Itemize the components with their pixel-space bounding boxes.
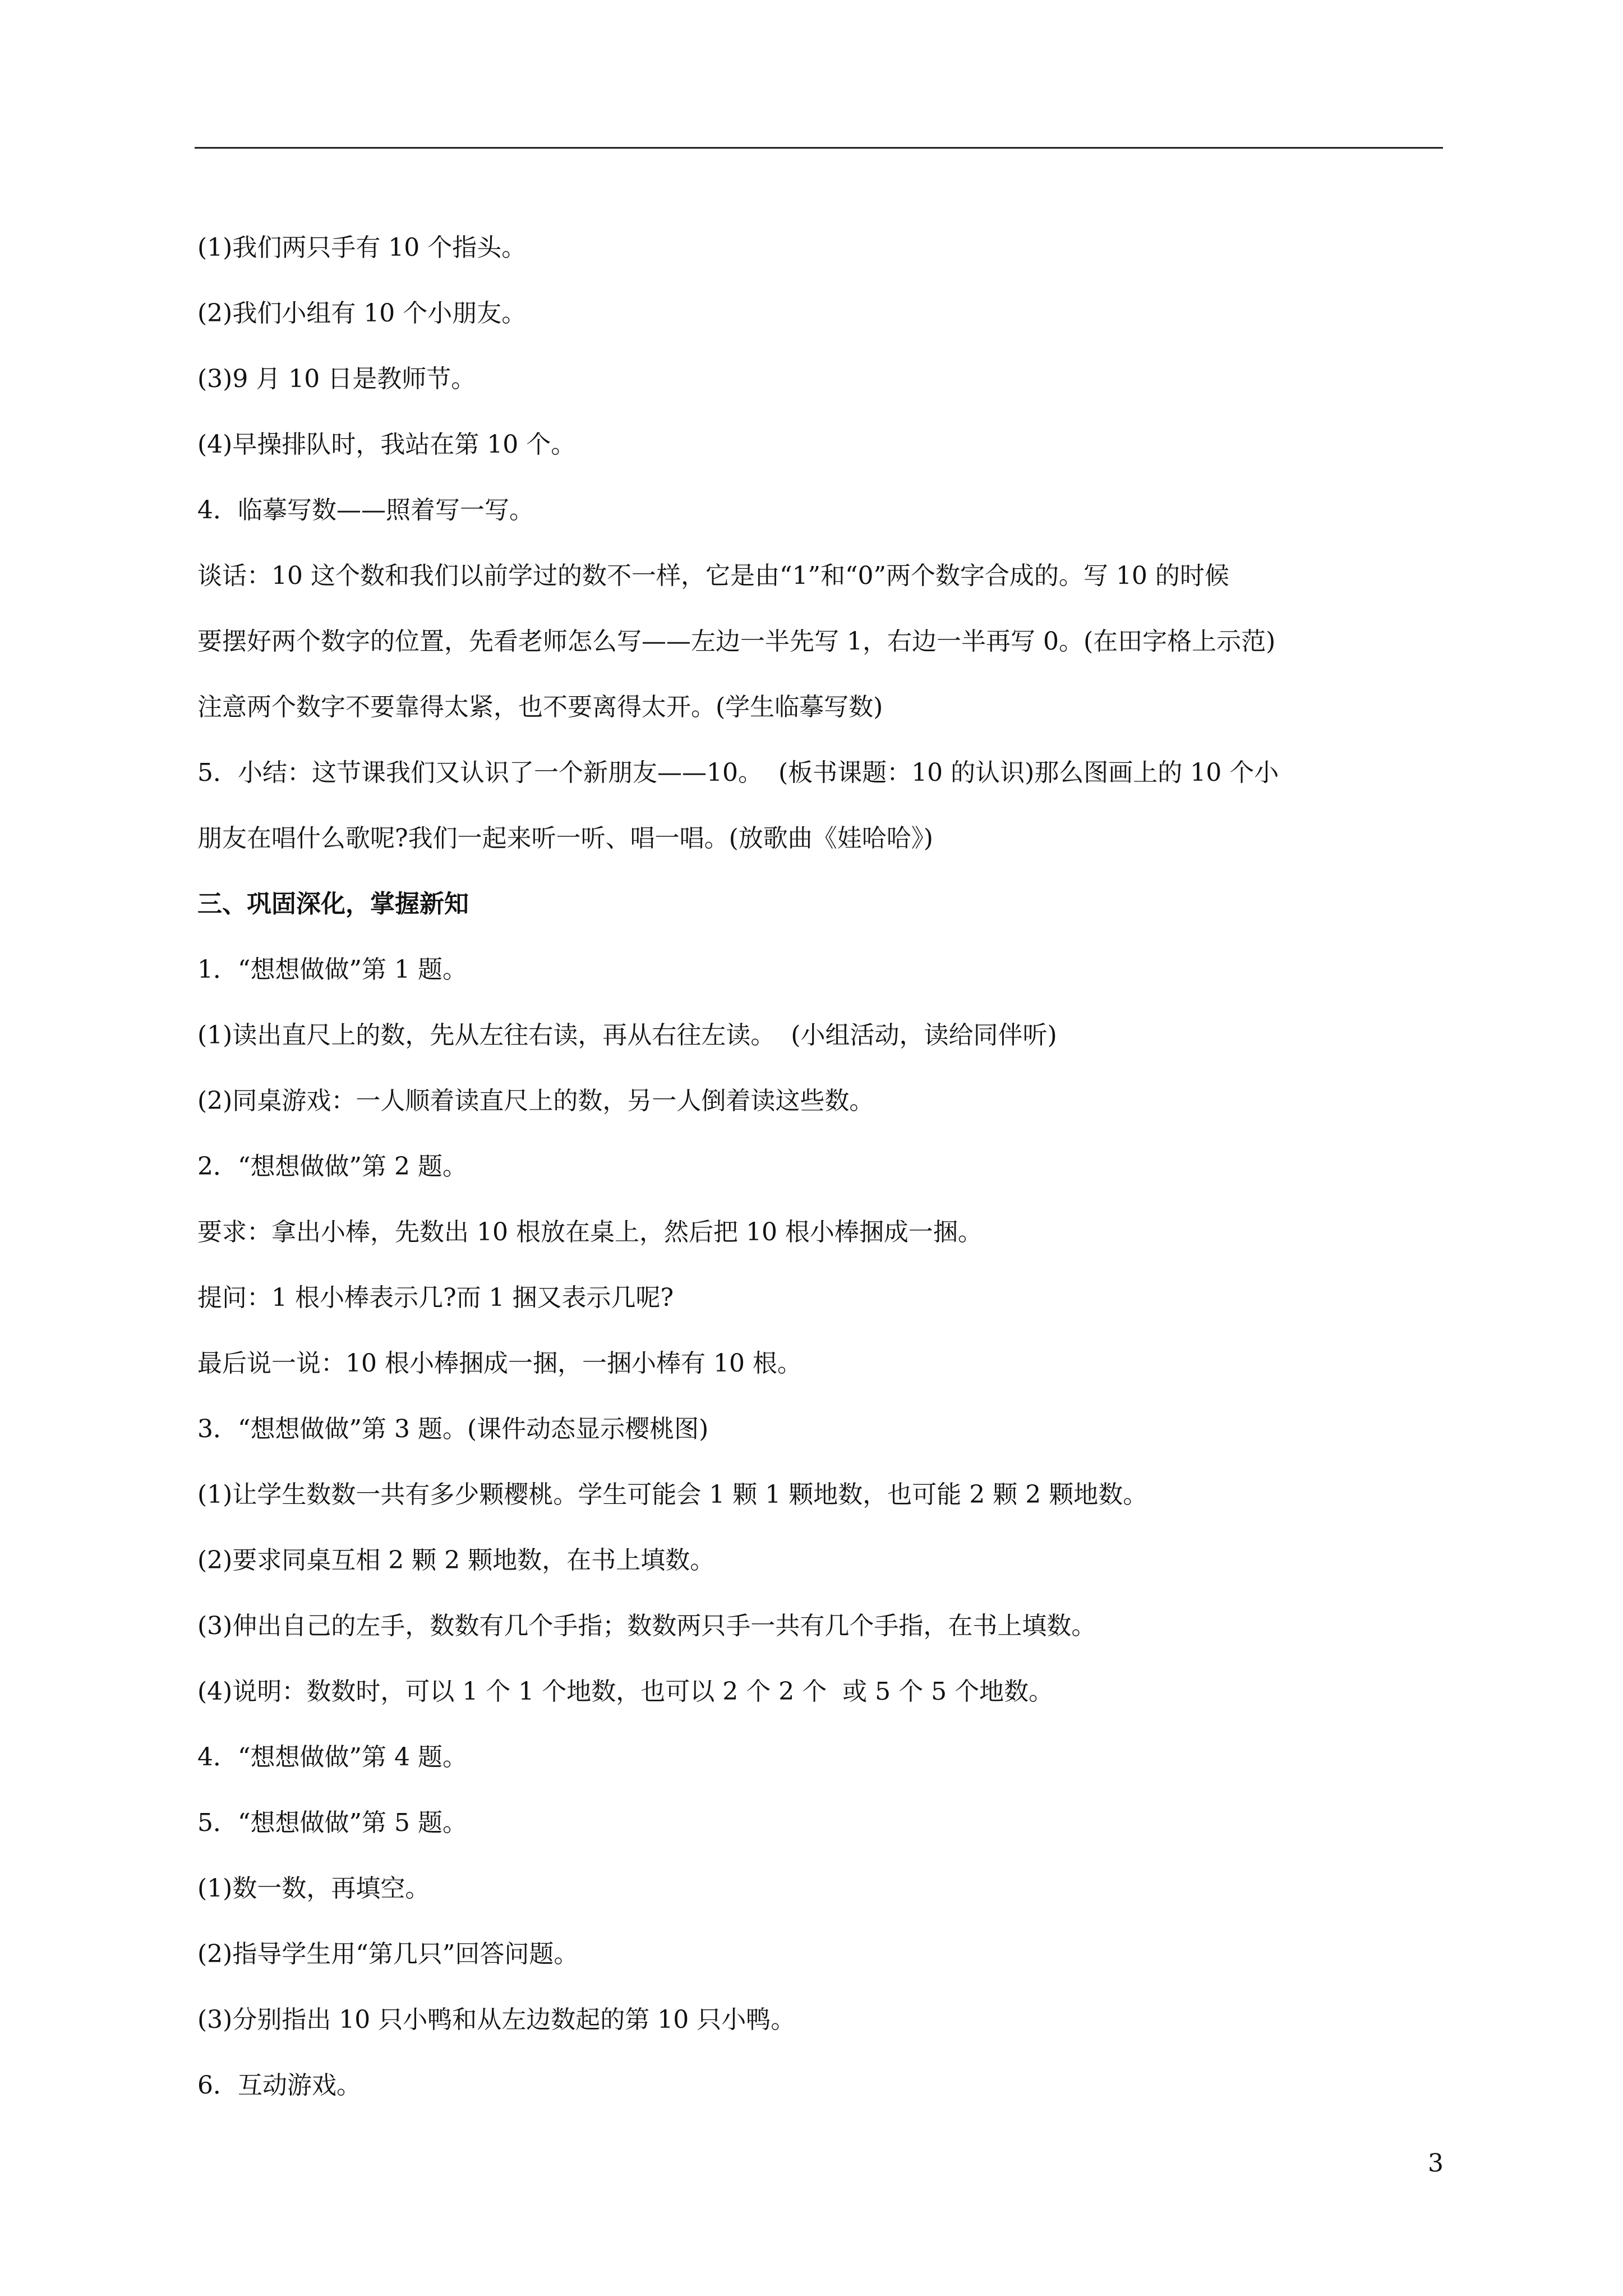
text-line: (4)早操排队时，我站在第 10 个。 — [197, 430, 576, 459]
text-line: (1)读出直尺上的数，先从左往右读，再从右往左读。 (小组活动，读给同伴听) — [197, 1021, 1057, 1050]
text-line: (1)数一数，再填空。 — [197, 1874, 430, 1903]
text-line: 朋友在唱什么歌呢?我们一起来听一听、唱一唱。(放歌曲《娃哈哈》) — [197, 824, 933, 853]
page-number: 3 — [1428, 2149, 1444, 2178]
text-line: 提问：1 根小棒表示几?而 1 捆又表示几呢? — [197, 1283, 674, 1312]
text-line: 注意两个数字不要靠得太紧，也不要离得太开。(学生临摹写数) — [197, 693, 883, 721]
text-line: (4)说明：数数时，可以 1 个 1 个地数，也可以 2 个 2 个 或 5 个 5 个地数。 — [197, 1677, 1054, 1706]
text-line: 最后说一说：10 根小棒捆成一捆，一捆小棒有 10 根。 — [197, 1349, 802, 1378]
text-line: 6．互动游戏。 — [197, 2071, 361, 2100]
text-line: (2)同桌游戏：一人顺着读直尺上的数，另一人倒着读这些数。 — [197, 1087, 874, 1115]
document-body — [197, 215, 1454, 2118]
text-line: 要求：拿出小棒，先数出 10 根放在桌上，然后把 10 根小棒捆成一捆。 — [197, 1218, 983, 1246]
text-line: (3)伸出自己的左手，数数有几个手指；数数两只手一共有几个手指，在书上填数。 — [197, 1612, 1096, 1640]
text-line: 3．“想想做做”第 3 题。(课件动态显示樱桃图) — [197, 1415, 709, 1443]
header-rule — [195, 147, 1443, 149]
text-line: 2．“想想做做”第 2 题。 — [197, 1152, 467, 1181]
text-line: 要摆好两个数字的位置，先看老师怎么写——左边一半先写 1，右边一半再写 0。(在田字格上示范) — [197, 627, 1276, 656]
text-line: (2)指导学生用“第几只”回答问题。 — [197, 1940, 579, 1968]
text-line: (3)分别指出 10 只小鸭和从左边数起的第 10 只小鸭。 — [197, 2005, 796, 2034]
text-line: (1)我们两只手有 10 个指头。 — [197, 233, 527, 262]
text-line: (2)我们小组有 10 个小朋友。 — [197, 299, 527, 328]
section-heading: 三、巩固深化，掌握新知 — [197, 890, 469, 918]
text-line: 4．临摹写数——照着写一写。 — [197, 496, 534, 524]
text-line: 谈话：10 这个数和我们以前学过的数不一样，它是由“1”和“0”两个数字合成的。写 10 的时候 — [197, 562, 1229, 590]
text-line: 4．“想想做做”第 4 题。 — [197, 1743, 467, 1772]
text-line: 5．小结：这节课我们又认识了一个新朋友——10。 (板书课题：10 的认识)那么图画上的 10 个小 — [197, 758, 1279, 787]
text-line: (2)要求同桌互相 2 颗 2 颗地数，在书上填数。 — [197, 1546, 715, 1575]
text-line: (3)9 月 10 日是教师节。 — [197, 365, 476, 393]
text-line: 1．“想想做做”第 1 题。 — [197, 955, 467, 984]
text-line: (1)让学生数数一共有多少颗樱桃。学生可能会 1 颗 1 颗地数，也可能 2 颗 2 颗地数。 — [197, 1480, 1148, 1509]
text-line: 5．“想想做做”第 5 题。 — [197, 1809, 467, 1837]
